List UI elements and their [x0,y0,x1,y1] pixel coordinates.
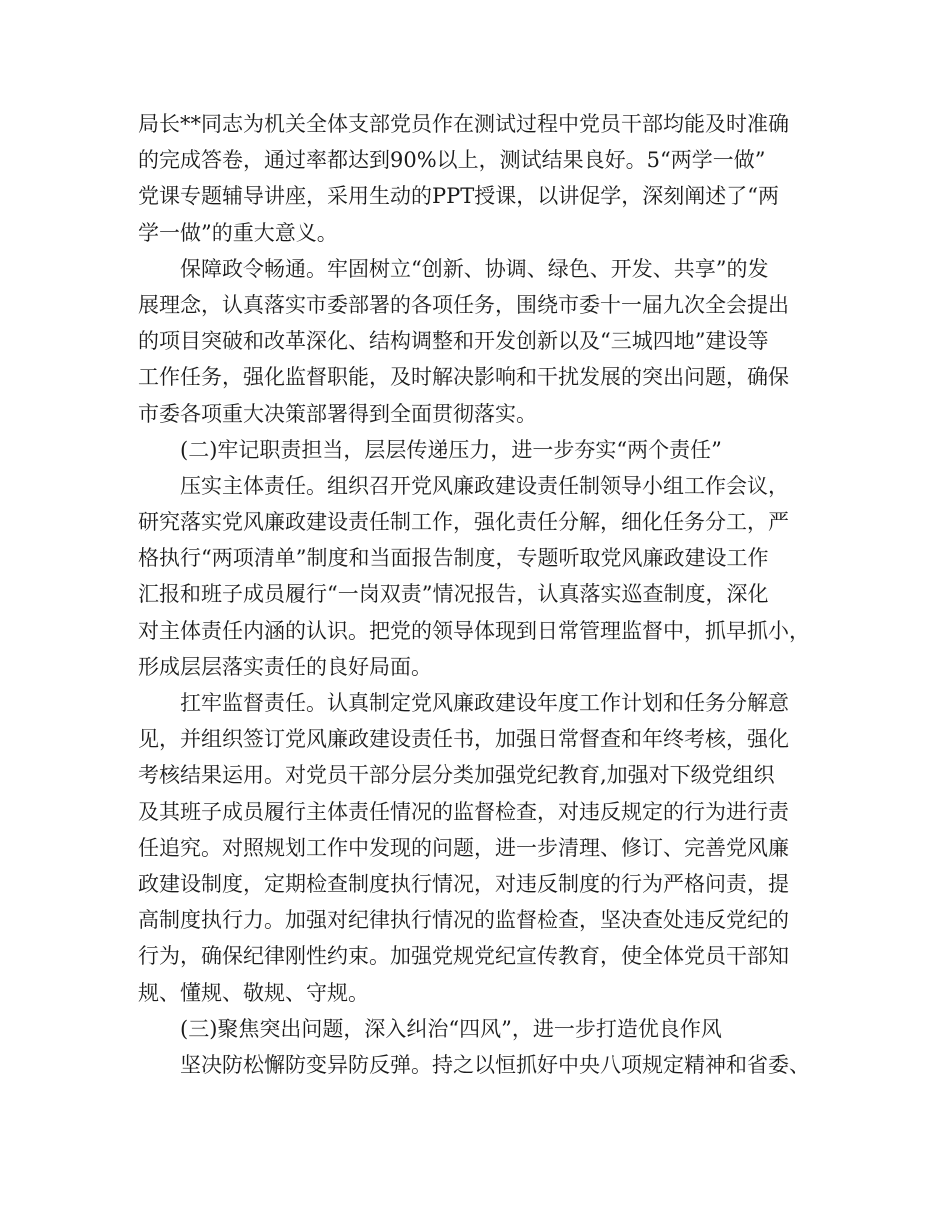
text-line: 的项目突破和改革深化、结构调整和开发创新以及“三城四地”建设等 [138,329,769,354]
text-line: (二)牢记职责担当，层层传递压力，进一步夯实“两个责任” [180,437,722,462]
text-line: 学一做”的重大意义。 [138,220,338,245]
text-line: 考核结果运用。对党员干部分层分类加强党纪教育,加强对下级党组织 [138,763,775,788]
text-line: 的完成答卷，通过率都达到90%以上，测试结果良好。5“两学一做” [138,148,766,173]
text-line: 任追究。对照规划工作中发现的问题，进一步清理、修订、完善党风廉 [138,835,789,860]
text-line: 坚决防松懈防变异防反弹。持之以恒抓好中央八项规定精神和省委、 [180,1052,810,1077]
text-line: 工作任务，强化监督职能，及时解决影响和干扰发展的突出问题，确保 [138,365,789,390]
text-line: 局长**同志为机关全体支部党员作在测试过程中党员干部均能及时准确 [138,112,789,136]
text-line: 见，并组织签订党风廉政建设责任书，加强日常督查和年终考核，强化 [138,727,789,752]
text-line: 行为，确保纪律刚性约束。加强党规党纪宣传教育，使全体党员干部知 [138,944,789,969]
text-line: 保障政令畅通。牢固树立“创新、协调、绿色、开发、共享”的发 [180,256,769,281]
text-line: 研究落实党风廉政建设责任制工作，强化责任分解，细化任务分工，严 [138,510,789,535]
text-line: 扛牢监督责任。认真制定党风廉政建设年度工作计划和任务分解意 [180,691,789,715]
text-line: 汇报和班子成员履行“一岗双责”情况报告，认真落实巡查制度，深化 [138,582,769,607]
text-line: 压实主体责任。组织召开党风廉政建设责任制领导小组工作会议， [180,473,789,498]
text-line: 及其班子成员履行主体责任情况的监督检查，对违反规定的行为进行责 [138,799,789,824]
text-line: 政建设制度，定期检查制度执行情况，对违反制度的行为严格问责，提 [138,871,789,896]
text-line: 对主体责任内涵的认识。把党的领导体现到日常管理监督中，抓早抓小， [138,618,810,643]
text-line: (三)聚焦突出问题，深入纠治“四风”，进一步打造优良作风 [180,1016,722,1041]
text-line: 展理念，认真落实市委部署的各项任务，围绕市委十一届九次全会提出 [138,292,789,317]
text-line: 规、懂规、敬规、守规。 [138,980,369,1005]
document-body [138,106,828,1083]
text-line: 党课专题辅导讲座，采用生动的PPT授课，以讲促学，深刻阐述了“两 [138,184,779,209]
text-line: 格执行“两项清单”制度和当面报告制度，专题听取党风廉政建设工作 [138,546,769,571]
text-line: 高制度执行力。加强对纪律执行情况的监督检查，坚决查处违反党纪的 [138,908,789,933]
text-line: 市委各项重大决策部署得到全面贯彻落实。 [138,401,537,426]
text-line: 形成层层落实责任的良好局面。 [138,654,432,679]
